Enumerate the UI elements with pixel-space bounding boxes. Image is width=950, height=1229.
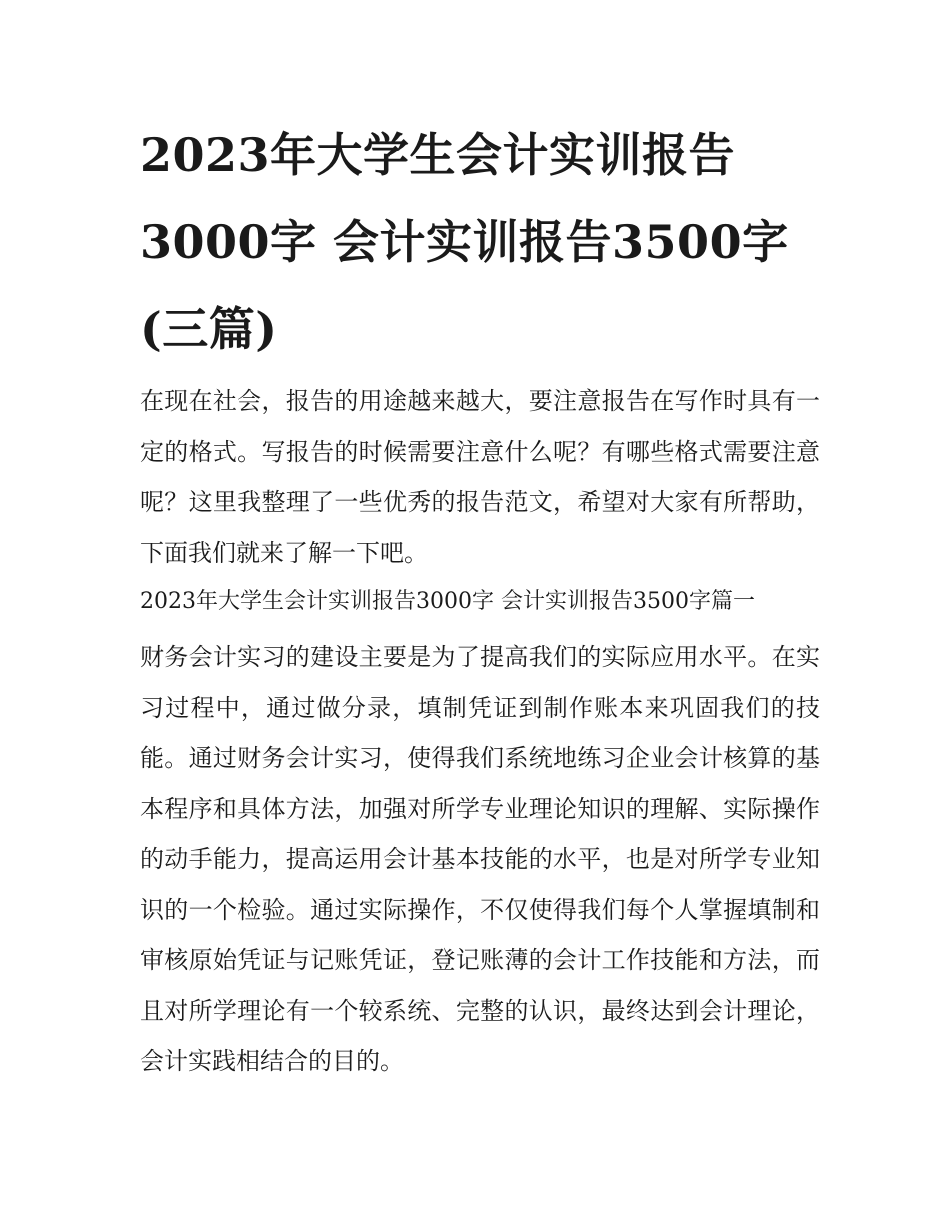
section-body-paragraph: 财务会计实习的建设主要是为了提高我们的实际应用水平。在实习过程中，通过做分录，填制凭证到制作账本来巩固我们的技能。通过财务会计实习，使得我们系统地练习企业会计核算的基本程序和具体方法，加强对所学专业理论知识的理解、实际操作的动手能力，提高运用会计基本技能的水平，也是对所学专业知识的一个检验。通过实际操作，不仅使得我们每个人掌握填制和审核原始凭证与记账凭证，登记账薄的会计工作技能和方法，而且对所学理论有一个较系统、完整的认识，最终达到会计理论，会计实践相结合的目的。: [140, 643, 820, 1075]
section-heading: 2023年大学生会计实训报告3000字 会计实训报告3500字篇一: [140, 589, 755, 614]
document-title: 2023年大学生会计实训报告3000字 会计实训报告3500字(三篇): [140, 128, 789, 356]
document-page: [140, 112, 820, 1087]
intro-paragraph: 在现在社会，报告的用途越来越大，要注意报告在写作时具有一定的格式。写报告的时候需要注意什么呢？有哪些格式需要注意呢？这里我整理了一些优秀的报告范文，希望对大家有所帮助，下面我们就来了解一下吧。: [140, 387, 820, 567]
